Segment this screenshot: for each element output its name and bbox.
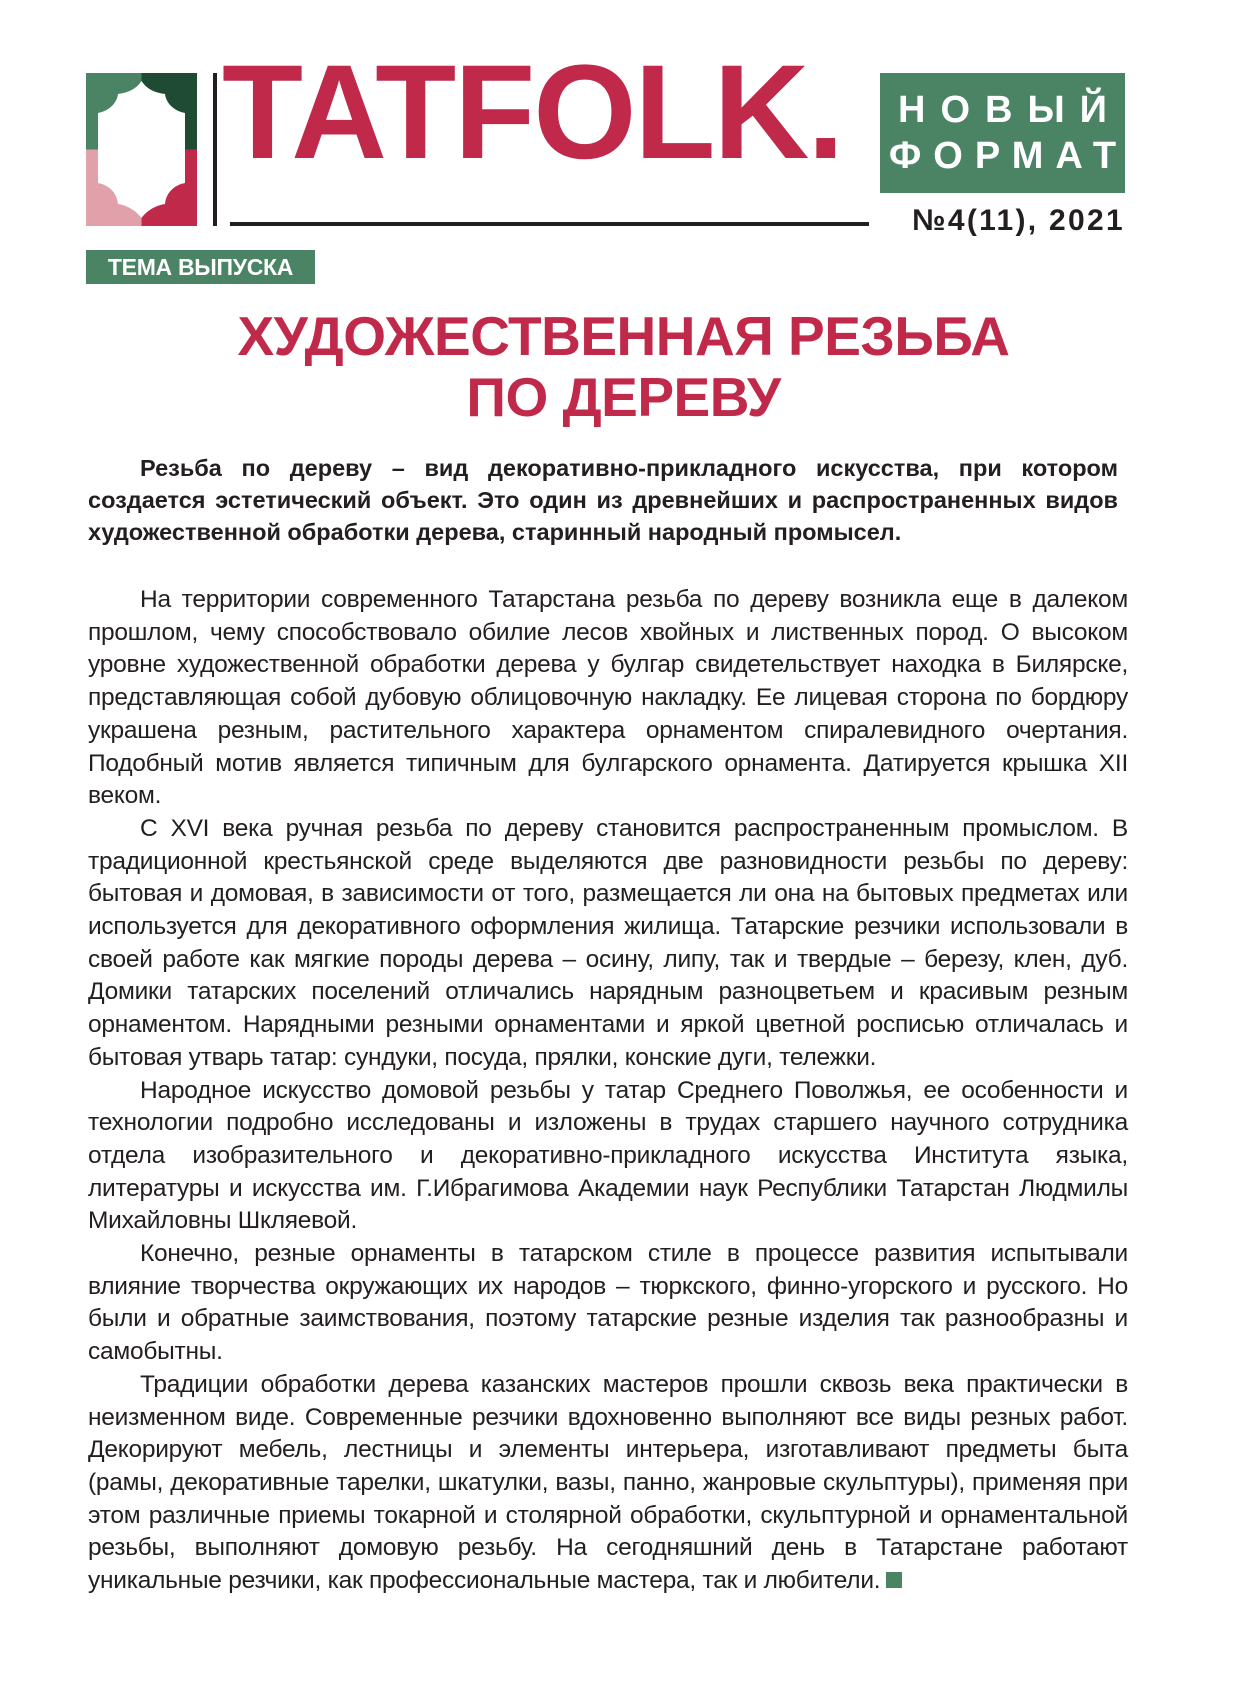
- magazine-wordmark: TATFOLK.: [222, 38, 843, 187]
- section-badge: ТЕМА ВЫПУСКА: [86, 250, 315, 284]
- end-of-article-square-icon: [886, 1572, 902, 1588]
- title-line-2: ПО ДЕРЕВУ: [466, 366, 781, 428]
- title-line-1: ХУДОЖЕСТВЕННАЯ РЕЗЬБА: [237, 305, 1010, 367]
- new-format-box: [880, 73, 1129, 193]
- body-paragraph-last: [88, 1369, 1128, 1598]
- body-paragraph: На территории современного Татарстана резьба по дереву возникла еще в далеком прошлом, чему способствовало обилие лесов хвойных и лиственных пород. О высоком уровне художественной обработки дерева у булгар свидетельствует находка в Билярске, представляющая собой дубовую облицовочную накладку. Ее лицевая сторона по бордюру украшена резным, растительного характера орнаментом спиралевидного очертания. Подобный мотив является типичным для булгарского орнамента. Датируется крышка XII веком.: [88, 586, 1128, 810]
- tatfolk-logo-icon: [86, 73, 197, 226]
- format-line-2: ФОРМАТ: [888, 135, 1129, 177]
- format-line-1: НОВЫЙ: [898, 89, 1122, 131]
- issue-number: №4(11), 2021: [912, 204, 1125, 237]
- header-horizontal-rule: [230, 222, 869, 226]
- header-vertical-divider: [213, 73, 217, 226]
- body-paragraph: С XVI века ручная резьба по дереву становится распространенным промыслом. В традиционной крестьянской среде выделяются две разновидности резьбы по дереву: бытовая и домовая, в зависимости от того, размещается ли она на бытовых предметах или используется для декоративного оформления жилища. Татарские резчики использовали в своей работе как мягкие породы дерева – осину, липу, так и твердые – березу, клен, дуб. Домики татарских поселений отличались нарядным разноцветьем и красивым резным орнаментом. Нарядными резными орнаментами и яркой цветной росписью отличалась и бытовая утварь татар: сундуки, посуда, прялки, конские дуги, тележки.: [88, 814, 1128, 1071]
- lead-paragraph: Резьба по дереву – вид декоративно-прикладного искусства, при котором создается эстетический объект. Это один из древнейших и распространенных видов художественной обработки дерева, старинный народный промысел.: [88, 455, 1118, 545]
- article-body: [88, 584, 1128, 1598]
- body-paragraph: Народное искусство домовой резьбы у татар Среднего Поволжья, ее особенности и технологии подробно исследованы и изложены в трудах старшего научного сотрудника отдела изобразительного и декоративно-прикладного искусства Института языка, литературы и искусства им. Г.Ибрагимова Академии наук Республики Татарстан Людмилы Михайловны Шкляевой.: [88, 1076, 1128, 1235]
- body-paragraph-text: Традиции обработки дерева казанских мастеров прошли сквозь века практически в неизменном виде. Современные резчики вдохновенно выполняют все виды резных работ. Декорируют мебель, лестницы и элементы интерьера, изготавливают предметы быта (рамы, декоративные тарелки, шкатулки, вазы, панно, жанровые скульптуры), применяя при этом различные приемы токарной и столярной обработки, скульптурной и орнаментальной резьбы, выполняют домовую резьбу. На сегодняшний день в Татарстане работают уникальные резчики, как профессиональные мастера, так и любители.: [88, 1370, 1128, 1595]
- article-title: [0, 306, 1247, 428]
- body-paragraph: Конечно, резные орнаменты в татарском стиле в процессе развития испытывали влияние творчества окружающих их народов – тюркского, финно-угорского и русского. Но были и обратные заимствования, поэтому татарские резные изделия так разнообразны и самобытны.: [88, 1240, 1128, 1366]
